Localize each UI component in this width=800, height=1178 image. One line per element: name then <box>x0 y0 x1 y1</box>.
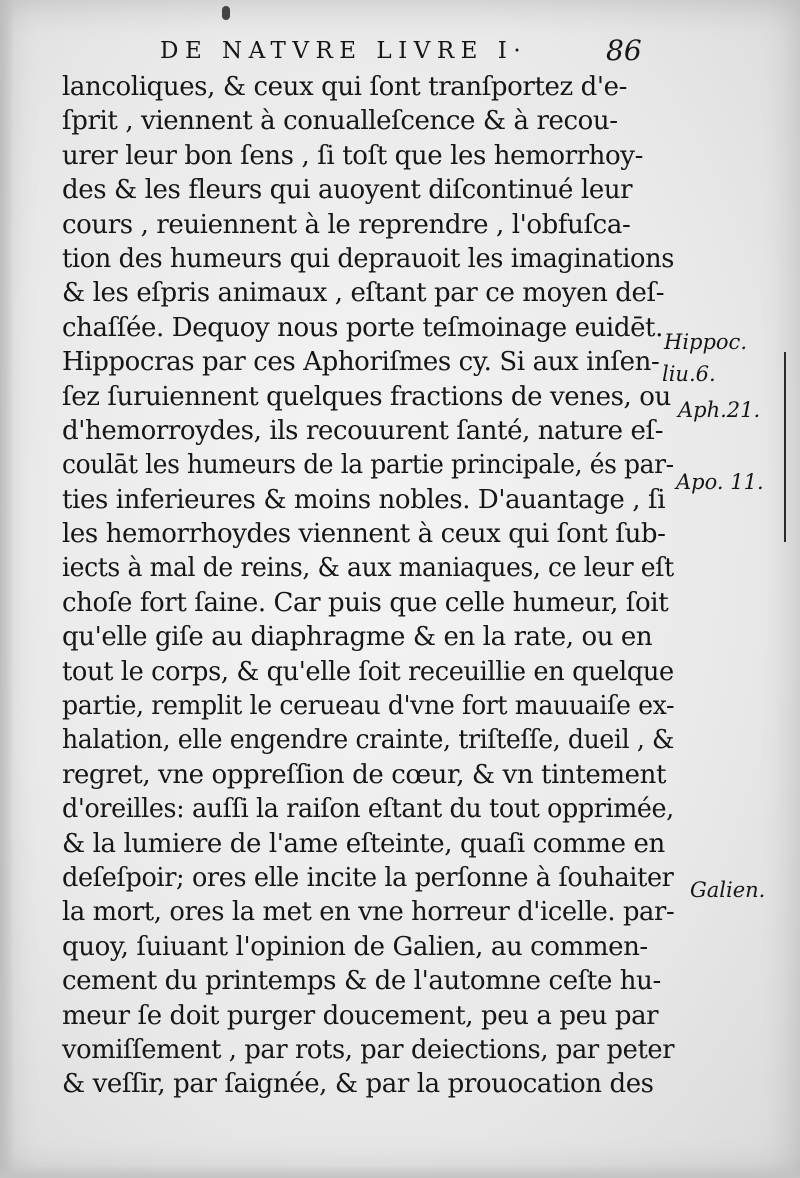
text-line: cours , reuiennent à le reprendre , l'obfuſca- <box>62 209 631 240</box>
margin-rule <box>784 352 786 542</box>
text-line: & veſſir, par ſaignée, & par la prouocation des <box>62 1069 654 1100</box>
text-line: & les eſpris animaux , eſtant par ce moyen deſ- <box>62 278 665 309</box>
text-line: ties inferieures & moins nobles. D'auantage , ſi <box>62 484 666 515</box>
margin-note-aph: Aph.21. <box>678 398 761 422</box>
body-text <box>62 70 674 1102</box>
text-line: choſe fort ſaine. Car puis que celle humeur, ſoit <box>62 587 669 618</box>
text-line: ſprit , viennent à conualleſcence & à recou- <box>62 106 618 137</box>
text-line: tout le corps, & qu'elle ſoit receuillie en quelque <box>62 656 674 687</box>
margin-note-galien: Galien. <box>690 878 766 902</box>
text-line: deſeſpoir; ores elle incite la perſonne à ſouhaiter <box>62 862 674 893</box>
text-line: quoy, ſuiuant l'opinion de Galien, au commen- <box>62 931 648 962</box>
text-line: lancoliques, & ceux qui ſont tranſportez d'e- <box>62 72 628 102</box>
text-line: chaſſée. Dequoy nous porte teſmoinage euidēt. <box>62 312 663 343</box>
text-line: partie, remplit le cerueau d'vne fort mauuaiſe ex- <box>62 691 675 722</box>
text-line: d'oreilles: auſſi la raiſon eſtant du tout opprimée, <box>62 794 674 825</box>
margin-note-hippoc: Hippoc. <box>664 330 747 354</box>
page-number: 86 <box>606 34 642 67</box>
text-line: qu'elle giſe au diaphragme & en la rate, ou en <box>62 622 653 653</box>
text-line: Hippocras par ces Aphoriſmes cy. Si aux inſen- <box>62 347 660 378</box>
text-line: des & les fleurs qui auoyent diſcontinué leur <box>62 175 633 206</box>
text-line: vomiſſement , par rots, par deiections, par peter <box>62 1034 675 1065</box>
text-line: ſez ſuruiennent quelques fractions de venes, ou <box>62 381 671 412</box>
text-line: iects à mal de reins, & aux maniaques, ce leur eſt <box>62 553 674 584</box>
text-line: & la lumiere de l'ame eſteinte, quaſi comme en <box>62 828 665 859</box>
text-line: coulāt les humeurs de la partie principale, és par- <box>62 450 674 481</box>
page-bottom-shadow <box>0 1166 800 1178</box>
text-line: cement du printemps & de l'automne ceſte hu- <box>62 966 661 997</box>
text-line: tion des humeurs qui deprauoit les imaginations <box>62 243 675 274</box>
text-line: meur ſe doit purger doucement, peu a peu par <box>62 1000 659 1031</box>
margin-note-liu: liu.6. <box>662 362 716 386</box>
text-line: les hemorrhoydes viennent à ceux qui ſont ſub- <box>62 519 666 550</box>
ink-speck <box>222 6 230 20</box>
text-line: la mort, ores la met en vne horreur d'icelle. par- <box>62 897 675 928</box>
text-line: halation, elle engendre crainte, triſteſſe, dueil , & <box>62 725 675 756</box>
margin-note-apo: Apo. 11. <box>676 470 764 494</box>
page-left-shadow <box>0 0 14 1178</box>
text-line: urer leur bon ſens , ſi toſt que les hemorrhoy- <box>62 140 643 171</box>
text-line: d'hemorroydes, ils recouurent ſanté, nature eſ- <box>62 415 664 446</box>
running-head: DE NATVRE LIVRE I· <box>160 38 528 64</box>
text-line: regret, vne oppreſſion de cœur, & vn tintement <box>62 759 667 790</box>
